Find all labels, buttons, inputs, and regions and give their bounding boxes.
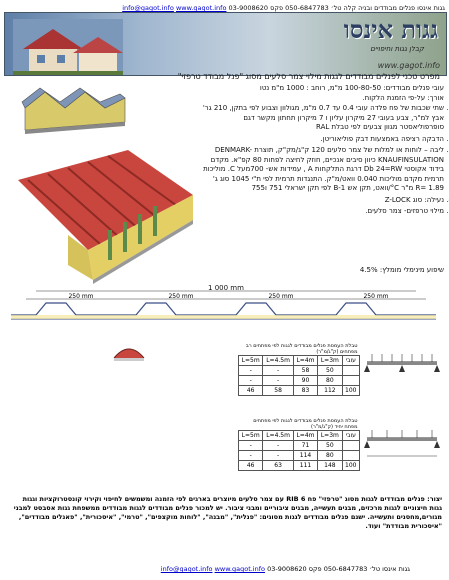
table-cell	[342, 441, 359, 451]
house-image	[13, 19, 123, 75]
multi-span-diagram	[362, 352, 442, 402]
header-banner	[4, 12, 447, 76]
table-cell: 100	[342, 386, 359, 396]
spec-item: 1. שתי שכבות של פח פלדה עובי 0.4 עד 0.7 מ"מ, מגולוון וצבוע לפי בתקן, 210 גר' אבץ למ"ר, צבע בעובי 27 מיקרון עליון ו 7 מיקרון תחתון מקשר דגם סופרפוליאסטר מגוון צבעים לפי טבלת RAL	[200, 104, 444, 133]
panel-large-image	[8, 140, 198, 290]
logo-url: www.gagot.info	[377, 61, 440, 70]
logo-subtitle: קבלן גגות וחיפויים	[370, 45, 424, 53]
dimension-segment-label: 250 mm	[363, 293, 389, 300]
footer-contact-text: גגות אינסו טל׳ 050-6847783 פקס 03-9008620	[267, 565, 410, 573]
table-cell: 46	[239, 461, 263, 471]
dimension-segment-label: 250 mm	[268, 293, 294, 300]
table-header: עובי	[342, 431, 359, 441]
table-header: L=5m	[239, 431, 263, 441]
table-cell: 58	[263, 386, 293, 396]
table-header: L=3m	[318, 431, 342, 441]
joint-detail-image	[112, 340, 146, 362]
spec-line-length: אורך: על-פי הזמנת הלקוח.	[362, 94, 444, 102]
table-header: L=3m	[318, 356, 342, 366]
table-cell: 83	[293, 386, 317, 396]
table-cell: 58	[293, 366, 317, 376]
table-cell: 112	[318, 386, 342, 396]
spec-line-thickness: עובי פנלים מבודדים: 100-80-50 מ"מ, רוחב : 1000 מ"מ נטו	[259, 84, 444, 92]
table-cell	[342, 376, 359, 386]
table-cell: -	[263, 451, 293, 461]
table-cell	[342, 366, 359, 376]
table-cell: 90	[293, 376, 317, 386]
spec-title: מפרט טכני לפנלים מבודדים לגגות מילוי צמר סלעים מסוג "פנל מבודד טרפזי"	[177, 72, 440, 81]
table-cell: -	[239, 441, 263, 451]
table-cell: 71	[293, 441, 317, 451]
single-span-diagram	[362, 428, 442, 468]
spec-item: 5. מילוי טרפזים- צמר סלעים.	[200, 207, 444, 217]
table-cell: 80	[318, 451, 342, 461]
table-caption: טבלת העמסת פנלים מבודדים לגגות לפי מפתחים מפתח יחיד (ק"ג/מ"ר)	[253, 418, 358, 430]
table-cell: 63	[263, 461, 293, 471]
header-site-link[interactable]: www.gagot.info	[175, 4, 227, 12]
spec-list	[200, 104, 449, 219]
table-header: L=4.5m	[263, 356, 293, 366]
table-cell: -	[263, 376, 293, 386]
dimension-total-label: 1 000 mm	[208, 285, 244, 292]
spec-item: 2. הדבקה רציפה באמצעות דבק פוליאוריטן.	[200, 135, 444, 145]
table-cell: 111	[293, 461, 317, 471]
spec-item: 4. נעילה: סוג Z-LOCK	[200, 196, 444, 206]
table-cell: 80	[318, 376, 342, 386]
table-caption: טבלת העמסת פנלים מבודדים לגגות לפי מפתחים רב מפתחים (ק"ג/מ"ר)	[245, 343, 358, 355]
header-contact-line	[90, 4, 445, 12]
dimension-segment-label: 250 mm	[68, 293, 94, 300]
header-email-link[interactable]: info@gagot.info	[122, 4, 174, 12]
panel-small-image	[20, 80, 130, 138]
logo: גגות אינסו	[343, 15, 438, 44]
table-header: L=5m	[239, 356, 263, 366]
footer-description: יצור: פנלים מבודדים לגגות מסוג "טרפזי" פח 6 RIB עם צמר סלעים מיוצרים בארגים לפי הזמנה ומשמשים לחיפוי וקירוי קונסטרוקציות וגגות גגות חיצוניים לגגות מרכזים, מבנים תעשייה, מבנים ציבוריים ומבני ציבור. יש למכור פנלים מבודדים לגגות מבודדים ממשפחת גגות אסבסט למבני מגורים,מחסנים ותעשייה. ישנם פנלים מבודדים לגגות מסוגים: "פנלית", "מבנה", "לוחות מוקצפים", "טרמי", "איסכורית", "פאנלים מבודדים", "איסכורית מבודדת" ועוד.	[13, 495, 442, 530]
footer-contact-line	[110, 565, 410, 573]
table-cell: -	[239, 451, 263, 461]
footer-email-link[interactable]: info@gagot.info	[160, 565, 213, 573]
table-cell: -	[263, 366, 293, 376]
table-header: L=4m	[293, 356, 317, 366]
table-cell: -	[239, 376, 263, 386]
profile-dimension-drawing	[6, 285, 444, 329]
footer-site-link[interactable]: www.gagot.info	[214, 565, 265, 573]
load-table-multi-span	[238, 343, 360, 396]
dimension-segment-label: 250 mm	[168, 293, 194, 300]
spec-slope: שיפוע מינימלי מומלץ: 4.5%	[359, 266, 444, 274]
table-cell: -	[263, 441, 293, 451]
table-header: עובי	[342, 356, 359, 366]
table-header: L=4.5m	[263, 431, 293, 441]
table-cell: 50	[318, 441, 342, 451]
load-table-single-span	[238, 418, 360, 471]
table-cell	[342, 451, 359, 461]
table-cell: -	[239, 366, 263, 376]
table-cell: 50	[318, 366, 342, 376]
table-cell: 46	[239, 386, 263, 396]
table-cell: 114	[293, 451, 317, 461]
header-contact-text: גגות אינסו פנלים מבודדים ובניה קלה טל׳ 050-6847783 פקס 03-9008620	[228, 4, 445, 12]
table-cell: 100	[342, 461, 359, 471]
table-cell: 148	[318, 461, 342, 471]
table-header: L=4m	[293, 431, 317, 441]
spec-item: 3. ליבה – לוחות או למלות של צמר סלעים 120 ק"ג/מק"ק, תוצרת DENMARK-KNAUFINSULATION כיוון סיבים אנכיים, חוזק לחיצה לפחות 80 קפ"א. מקדם בידוד אקוסטי Db 24=RW דרגת התלקחות A , עמידות אש- 700מעל C. מוליכות תרמית מקדם מוליכות 0.040 וואט/מ"ק. התנגדות תרמית לפי ת"י 1045 סוג ג' R= 1.89 מ"ר C°/וואט, תקן אש 1-B לפי תקן ישראלי 751 ו755	[200, 146, 444, 194]
